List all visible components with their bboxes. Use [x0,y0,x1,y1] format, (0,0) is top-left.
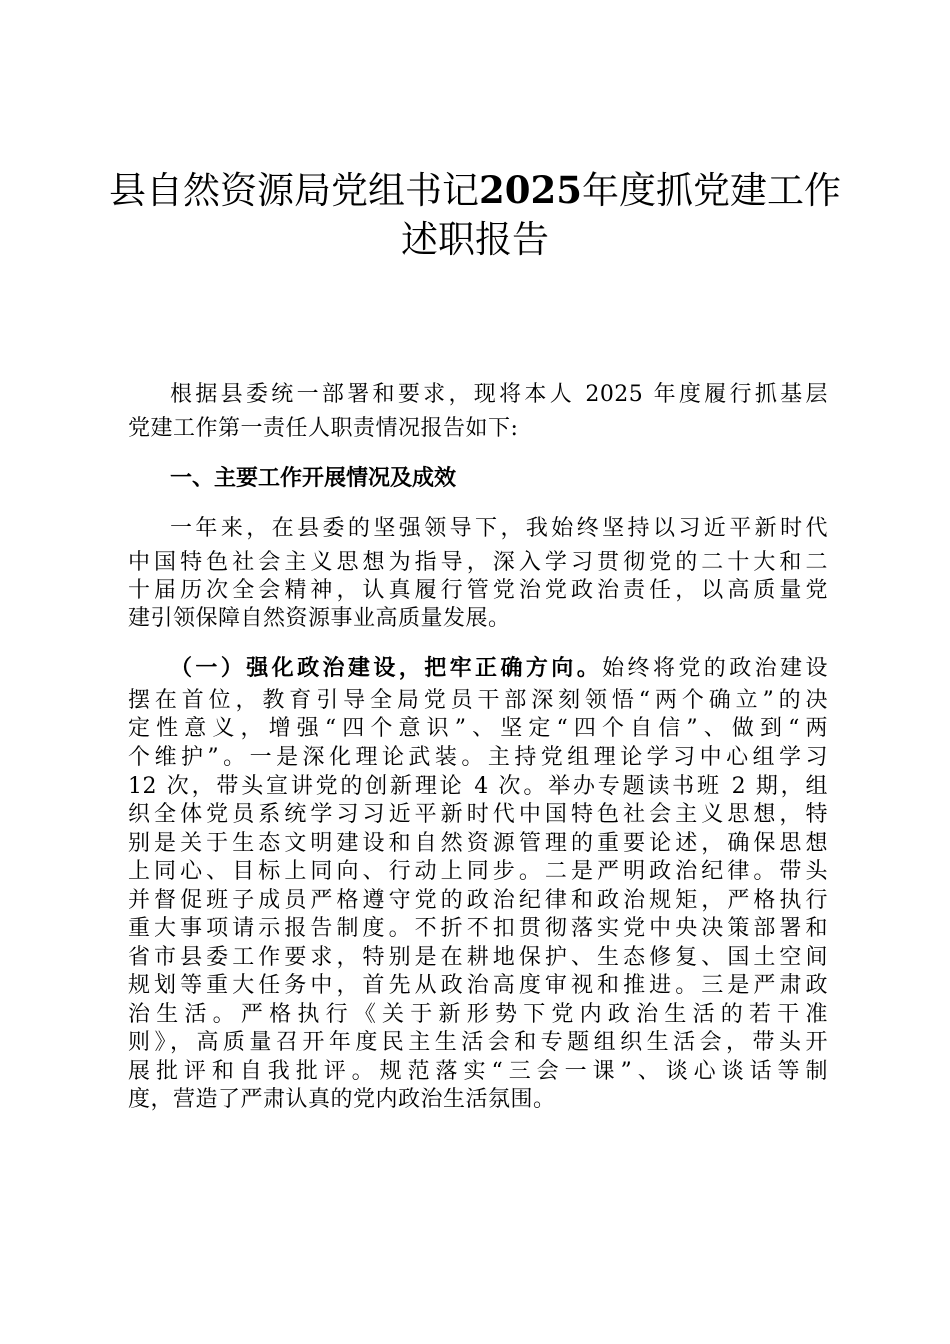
paragraph-line: 度，营造了严肃认真的党内政治生活氛围。 [128,1087,556,1112]
paragraph-first-rest: 始终将党的政治建设 [602,656,828,681]
paragraph-line: 展批评和自我批评。规范落实“三会一课”、谈心谈话等制 [128,1059,828,1084]
section-heading: 一、主要工作开展情况及成效 [170,466,457,491]
paragraph-line: 别是关于生态文明建设和自然资源管理的重要论述，确保思想 [128,831,828,856]
paragraph-line: 织全体党员系统学习习近平新时代中国特色社会主义思想，特 [128,802,828,827]
document-title-line-1 [100,164,850,217]
paragraph-line: 重大事项请示报告制度。不折不扣贯彻落实党中央决策部署和 [128,916,828,941]
paragraph-line: 上同心、目标上同向、行动上同步。二是严明政治纪律。带头 [128,859,828,884]
paragraph-line: 一年来，在县委的坚强领导下，我始终坚持以习近平新时代 [170,516,828,541]
paragraph-line: 定性意义，增强“四个意识”、坚定“四个自信”、做到“两 [128,716,828,741]
paragraph-line: 中国特色社会主义思想为指导，深入学习贯彻党的二十大和二 [128,550,828,575]
paragraph-line: 并督促班子成员严格遵守党的政治纪律和政治规矩，严格执行 [128,888,828,913]
title-part-1: 县自然资源局党组书记 [109,169,479,212]
paragraph-line: 治生活。严格执行《关于新形势下党内政治生活的若干准 [128,1002,828,1027]
paragraph-line: 12 次，带头宣讲党的创新理论 4 次。举办专题读书班 2 期，组 [128,774,828,799]
title-year: 2025 [479,168,582,212]
paragraph-line: 个维护”。一是深化理论武装。主持党组理论学习中心组学习 [128,745,828,770]
paragraph-line: 摆在首位，教育引导全局党员干部深刻领悟“两个确立”的决 [128,688,828,713]
document-title-line-2: 述职报告 [401,218,549,261]
subsection-lead: （一）强化政治建设，把牢正确方向。 [170,655,603,681]
paragraph-first-line [170,653,828,684]
paragraph-line: 规划等重大任务中，首先从政治高度审视和推进。三是严肃政 [128,973,828,998]
intro-line: 根据县委统一部署和要求，现将本人 2025 年度履行抓基层 [170,382,828,407]
title-part-2: 年度抓党建工作 [581,169,841,212]
paragraph-line: 十届历次全会精神，认真履行管党治党政治责任，以高质量党 [128,578,828,603]
paragraph-line: 省市县委工作要求，特别是在耕地保护、生态修复、国土空间 [128,945,828,970]
intro-line: 党建工作第一责任人职责情况报告如下: [128,416,519,441]
paragraph-line: 建引领保障自然资源事业高质量发展。 [128,606,511,631]
paragraph-line: 则》，高质量召开年度民主生活会和专题组织生活会，带头开 [128,1030,828,1055]
